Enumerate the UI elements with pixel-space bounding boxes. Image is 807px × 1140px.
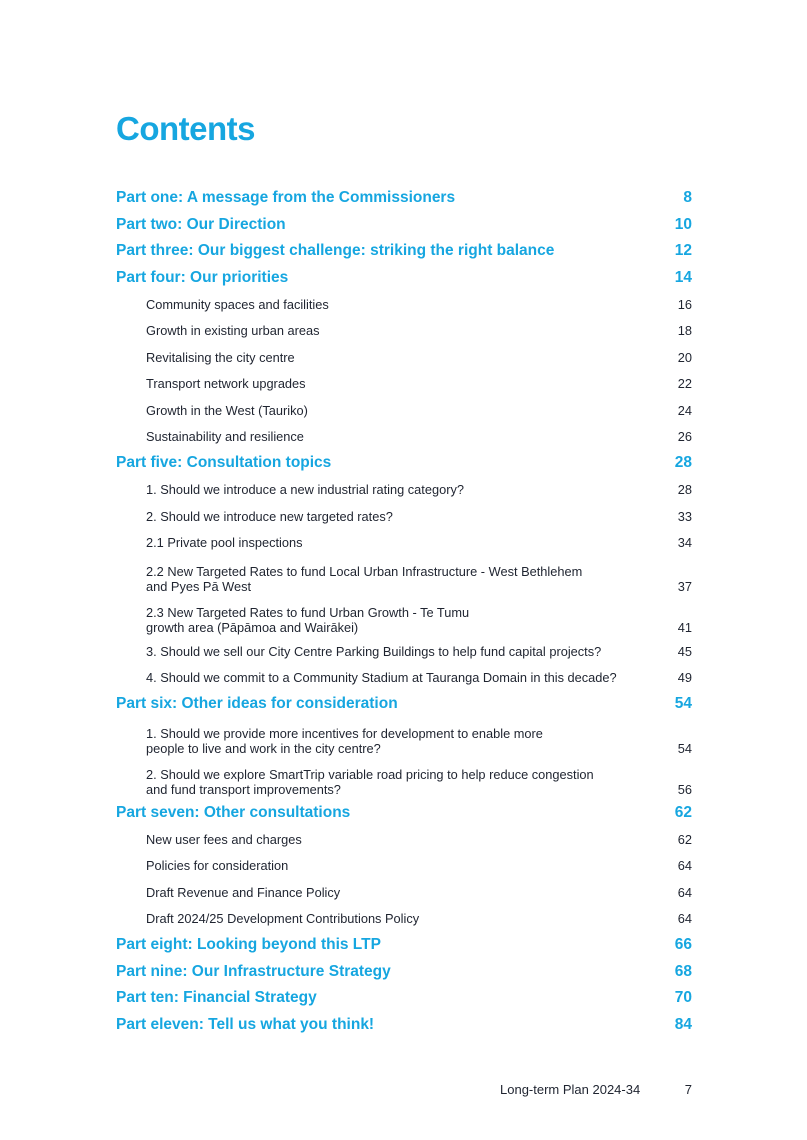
- toc-entry-label: 1. Should we introduce a new industrial rating category?: [146, 482, 464, 498]
- toc-entry-page-number: 45: [677, 643, 692, 659]
- toc-entry-label: Transport network upgrades: [146, 376, 306, 392]
- toc-subsection-link[interactable]: [116, 826, 692, 853]
- toc-section-link[interactable]: [116, 265, 692, 292]
- toc-entry-page-number: 84: [674, 1015, 692, 1033]
- toc-subsection-link[interactable]: [116, 665, 692, 692]
- toc-entry-label: 2.2 New Targeted Rates to fund Local Urban Infrastructure - West Bethlehem and Pyes Pā West: [146, 564, 583, 594]
- toc-entry-label: Part two: Our Direction: [116, 215, 286, 233]
- toc-entry-label: Part seven: Other consultations: [116, 803, 351, 821]
- toc-subsection-link[interactable]: [116, 759, 692, 800]
- toc-section-link[interactable]: [116, 800, 692, 827]
- toc-entry-page-number: 34: [677, 535, 692, 551]
- toc-subsection-link[interactable]: [116, 718, 692, 759]
- toc-subsection-link[interactable]: [116, 503, 692, 530]
- toc-entry-page-number: 33: [677, 508, 692, 524]
- toc-subsection-link[interactable]: [116, 638, 692, 665]
- toc-entry-page-number: 41: [677, 620, 692, 635]
- toc-section-link[interactable]: [116, 212, 692, 239]
- toc-entry-label: 4. Should we commit to a Community Stadium at Tauranga Domain in this decade?: [146, 670, 617, 686]
- toc-entry-label: Part six: Other ideas for consideration: [116, 695, 398, 713]
- toc-subsection-link[interactable]: [116, 906, 692, 933]
- toc-subsection-link[interactable]: [116, 397, 692, 424]
- toc-subsection-link[interactable]: [116, 597, 692, 638]
- toc-entry-page-number: 20: [677, 349, 692, 365]
- toc-entry-label: Draft 2024/25 Development Contributions Policy: [146, 911, 420, 927]
- toc-section-link[interactable]: [116, 238, 692, 265]
- toc-entry-label: 1. Should we provide more incentives for development to enable more people to live and work in the city centre?: [146, 725, 543, 756]
- toc-subsection-link[interactable]: [116, 556, 692, 597]
- toc-subsection-link[interactable]: [116, 318, 692, 345]
- toc-entry-page-number: 70: [674, 989, 692, 1007]
- toc-entry-label: 2.3 New Targeted Rates to fund Urban Growth - Te Tumu growth area (Pāpāmoa and Wairākei): [146, 605, 470, 635]
- toc-section-link[interactable]: [116, 450, 692, 477]
- toc-entry-page-number: 14: [674, 268, 692, 286]
- toc-entry-label: Part ten: Financial Strategy: [116, 989, 317, 1007]
- toc-subsection-link[interactable]: [116, 530, 692, 557]
- toc-entry-label: Draft Revenue and Finance Policy: [146, 884, 341, 900]
- toc-entry-label: Revitalising the city centre: [146, 349, 295, 365]
- toc-entry-label: Policies for consideration: [146, 858, 289, 874]
- toc-entry-page-number: 22: [677, 376, 692, 392]
- toc-subsection-link[interactable]: [116, 344, 692, 371]
- toc-entry-page-number: 64: [677, 858, 692, 874]
- toc-section-link[interactable]: [116, 1012, 692, 1039]
- footer-document-title: Long-term Plan 2024-34: [500, 1082, 641, 1097]
- toc-entry-label: Part four: Our priorities: [116, 268, 289, 286]
- toc-entry-page-number: 26: [677, 429, 692, 445]
- toc-entry-label: Growth in the West (Tauriko): [146, 402, 308, 418]
- toc-entry-label: Growth in existing urban areas: [146, 323, 320, 339]
- toc-entry-page-number: 68: [674, 962, 692, 980]
- toc-subsection-link[interactable]: [116, 424, 692, 451]
- toc-entry-page-number: 54: [674, 695, 692, 713]
- table-of-contents: [116, 185, 692, 1038]
- toc-entry-page-number: 16: [677, 296, 692, 312]
- toc-subsection-link[interactable]: [116, 291, 692, 318]
- toc-entry-label: Part one: A message from the Commissioners: [116, 189, 456, 207]
- toc-entry-page-number: 62: [674, 803, 692, 821]
- toc-entry-label: Sustainability and resilience: [146, 429, 304, 445]
- toc-entry-page-number: 37: [677, 579, 692, 594]
- toc-subsection-link[interactable]: [116, 371, 692, 398]
- toc-entry-label: Part three: Our biggest challenge: striking the right balance: [116, 242, 555, 260]
- toc-entry-label: Community spaces and facilities: [146, 296, 329, 312]
- page-title: Contents: [116, 110, 255, 147]
- toc-subsection-link[interactable]: [116, 853, 692, 880]
- toc-entry-label: 2. Should we explore SmartTrip variable road pricing to help reduce congestion and fund transport improvements?: [146, 766, 594, 797]
- toc-section-link[interactable]: [116, 959, 692, 986]
- toc-entry-page-number: 64: [677, 911, 692, 927]
- toc-entry-label: Part five: Consultation topics: [116, 454, 332, 472]
- toc-entry-page-number: 62: [677, 831, 692, 847]
- toc-entry-page-number: 10: [674, 215, 692, 233]
- toc-subsection-link[interactable]: [116, 477, 692, 504]
- toc-entry-page-number: 24: [677, 402, 692, 418]
- toc-entry-label: Part eleven: Tell us what you think!: [116, 1015, 375, 1033]
- toc-entry-page-number: 64: [677, 884, 692, 900]
- toc-entry-page-number: 18: [677, 323, 692, 339]
- toc-entry-label: Part nine: Our Infrastructure Strategy: [116, 962, 391, 980]
- toc-section-link[interactable]: [116, 985, 692, 1012]
- toc-entry-label: 2. Should we introduce new targeted rates?: [146, 508, 393, 524]
- toc-entry-page-number: 8: [683, 189, 692, 207]
- footer-page-number: 7: [684, 1082, 692, 1097]
- toc-entry-page-number: 12: [674, 242, 692, 260]
- page-footer: [500, 1082, 692, 1097]
- toc-entry-label: Part eight: Looking beyond this LTP: [116, 936, 381, 954]
- toc-subsection-link[interactable]: [116, 879, 692, 906]
- toc-entry-page-number: 66: [674, 936, 692, 954]
- toc-entry-label: New user fees and charges: [146, 831, 302, 847]
- toc-entry-page-number: 56: [677, 781, 692, 797]
- toc-entry-page-number: 54: [677, 740, 692, 756]
- toc-entry-label: 2.1 Private pool inspections: [146, 535, 303, 551]
- toc-section-link[interactable]: [116, 932, 692, 959]
- toc-section-link[interactable]: [116, 691, 692, 718]
- toc-entry-page-number: 28: [674, 454, 692, 472]
- toc-entry-label: 3. Should we sell our City Centre Parking Buildings to help fund capital projects?: [146, 643, 602, 659]
- toc-entry-page-number: 49: [677, 670, 692, 686]
- toc-section-link[interactable]: [116, 185, 692, 212]
- toc-entry-page-number: 28: [677, 482, 692, 498]
